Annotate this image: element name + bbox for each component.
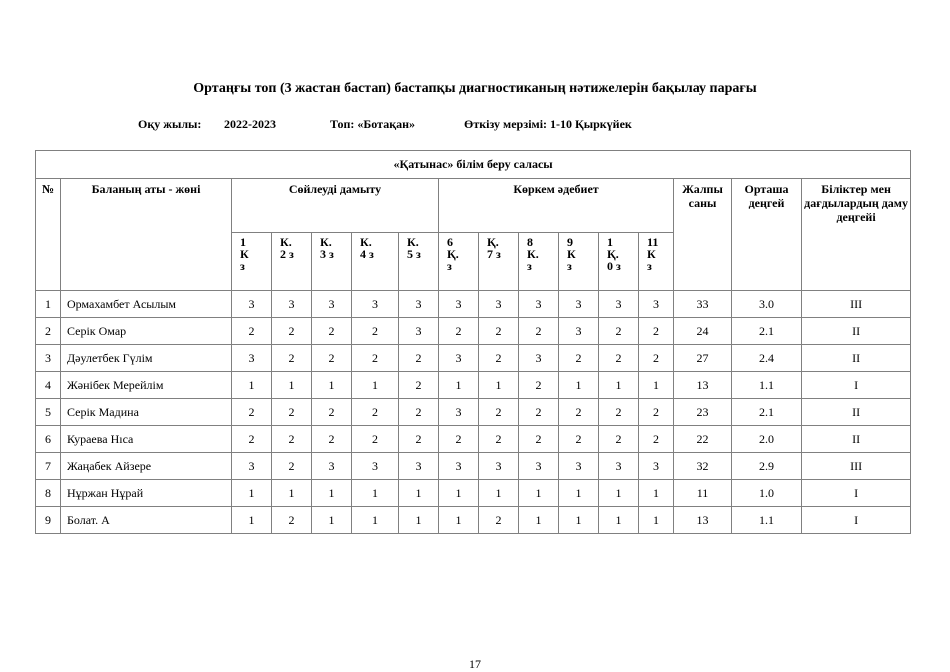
sub-code-header	[439, 233, 479, 291]
sub-code-label: 1 К з	[240, 235, 249, 273]
score-cell: 2	[519, 399, 559, 426]
score-cell: 1	[599, 372, 639, 399]
score-cell: 2	[272, 399, 312, 426]
year-label: Оқу жылы:	[138, 117, 202, 131]
period: Өткізу мерзімі: 1-10 Қыркүйек	[464, 117, 632, 131]
average-cell: 2.4	[732, 345, 802, 372]
score-cell: 1	[312, 372, 352, 399]
average-cell: 3.0	[732, 291, 802, 318]
score-cell: 3	[439, 291, 479, 318]
score-cell: 1	[232, 507, 272, 534]
row-number-cell: 1	[36, 291, 61, 318]
score-cell: 1	[599, 507, 639, 534]
sub-code-label: 1 Қ. 0 з	[607, 235, 621, 273]
score-cell: 1	[272, 372, 312, 399]
child-name-cell: Болат. А	[61, 507, 232, 534]
table-row	[36, 372, 911, 399]
score-cell: 3	[439, 345, 479, 372]
score-cell: 2	[479, 399, 519, 426]
child-name-cell: Серік Омар	[61, 318, 232, 345]
score-cell: 1	[232, 372, 272, 399]
col-speech-header: Сөйлеуді дамыту	[232, 179, 439, 233]
score-cell: 1	[559, 480, 599, 507]
child-name-cell: Жаңабек Айзере	[61, 453, 232, 480]
sub-code-header	[479, 233, 519, 291]
score-cell: 2	[232, 399, 272, 426]
child-name-cell: Нұржан Нұрай	[61, 480, 232, 507]
total-cell: 24	[674, 318, 732, 345]
score-cell: 2	[312, 399, 352, 426]
score-cell: 3	[312, 291, 352, 318]
average-cell: 1.0	[732, 480, 802, 507]
score-cell: 2	[312, 345, 352, 372]
score-cell: 1	[519, 480, 559, 507]
row-number-cell: 4	[36, 372, 61, 399]
table-row	[36, 453, 911, 480]
score-cell: 3	[439, 453, 479, 480]
col-name-header: Баланың аты - жөні	[61, 179, 232, 291]
average-cell: 1.1	[732, 372, 802, 399]
score-cell: 2	[599, 399, 639, 426]
table-row	[36, 399, 911, 426]
total-cell: 27	[674, 345, 732, 372]
score-cell: 1	[272, 480, 312, 507]
score-cell: 1	[439, 480, 479, 507]
score-cell: 1	[312, 507, 352, 534]
score-cell: 2	[559, 345, 599, 372]
col-level-header: Біліктер мен дағдылардың даму деңгейі	[802, 179, 911, 291]
score-cell: 1	[439, 507, 479, 534]
score-cell: 1	[232, 480, 272, 507]
score-cell: 2	[479, 318, 519, 345]
score-cell: 3	[272, 291, 312, 318]
total-cell: 32	[674, 453, 732, 480]
level-cell: III	[802, 453, 911, 480]
score-cell: 3	[232, 291, 272, 318]
score-cell: 2	[439, 426, 479, 453]
table-row	[36, 291, 911, 318]
row-number-cell: 9	[36, 507, 61, 534]
score-cell: 2	[599, 318, 639, 345]
score-cell: 3	[479, 291, 519, 318]
table-row	[36, 507, 911, 534]
sub-code-label: 9 К з	[567, 235, 576, 273]
score-cell: 2	[479, 345, 519, 372]
level-cell: I	[802, 372, 911, 399]
score-cell: 2	[232, 318, 272, 345]
score-cell: 2	[399, 372, 439, 399]
sub-code-header	[352, 233, 399, 291]
total-cell: 33	[674, 291, 732, 318]
sub-code-header	[272, 233, 312, 291]
score-cell: 2	[559, 426, 599, 453]
sub-code-label: Қ. 7 з	[487, 235, 501, 261]
sub-code-header	[519, 233, 559, 291]
score-cell: 2	[352, 318, 399, 345]
score-cell: 3	[352, 453, 399, 480]
col-num-header: №	[36, 179, 61, 291]
child-name-cell: Ормахамбет Асылым	[61, 291, 232, 318]
score-cell: 1	[479, 480, 519, 507]
child-name-cell: Жәнібек Мерейлім	[61, 372, 232, 399]
level-cell: I	[802, 480, 911, 507]
score-cell: 1	[399, 480, 439, 507]
level-cell: III	[802, 291, 911, 318]
score-cell: 2	[399, 345, 439, 372]
level-cell: II	[802, 426, 911, 453]
score-cell: 1	[559, 372, 599, 399]
score-cell: 1	[439, 372, 479, 399]
year-value: 2022-2023	[224, 117, 276, 131]
page-title: Ортаңғы топ (3 жастан бастап) бастапқы диагностиканың нәтижелерін бақылау парағы	[193, 81, 757, 96]
sub-code-label: 6 Қ. з	[447, 235, 459, 273]
col-total-header: Жалпы саны	[674, 179, 732, 291]
score-cell: 2	[399, 426, 439, 453]
score-cell: 2	[479, 507, 519, 534]
total-cell: 23	[674, 399, 732, 426]
sub-code-header	[599, 233, 639, 291]
sub-code-header	[639, 233, 674, 291]
area-header: «Қатынас» білім беру саласы	[36, 151, 911, 179]
table-row	[36, 480, 911, 507]
child-name-cell: Кураева Нıса	[61, 426, 232, 453]
table-row	[36, 426, 911, 453]
score-cell: 2	[599, 426, 639, 453]
score-cell: 3	[559, 453, 599, 480]
score-cell: 2	[399, 399, 439, 426]
level-cell: II	[802, 399, 911, 426]
score-cell: 1	[312, 480, 352, 507]
score-cell: 2	[312, 318, 352, 345]
sub-code-label: 11 К з	[647, 235, 659, 273]
score-cell: 2	[639, 426, 674, 453]
page-number: 17	[469, 657, 481, 671]
score-cell: 2	[519, 372, 559, 399]
score-cell: 3	[559, 291, 599, 318]
col-avg-header: Орташа деңгей	[732, 179, 802, 291]
sub-code-label: К. 3 з	[320, 235, 334, 261]
score-cell: 1	[639, 372, 674, 399]
score-cell: 2	[519, 318, 559, 345]
sub-code-header	[399, 233, 439, 291]
score-cell: 1	[559, 507, 599, 534]
score-cell: 1	[352, 480, 399, 507]
sub-code-header	[559, 233, 599, 291]
average-cell: 2.9	[732, 453, 802, 480]
results-table	[35, 150, 911, 534]
score-cell: 2	[599, 345, 639, 372]
score-cell: 1	[399, 507, 439, 534]
average-cell: 2.0	[732, 426, 802, 453]
score-cell: 3	[599, 291, 639, 318]
score-cell: 1	[639, 480, 674, 507]
score-cell: 3	[599, 453, 639, 480]
score-cell: 3	[399, 291, 439, 318]
average-cell: 2.1	[732, 399, 802, 426]
score-cell: 3	[639, 291, 674, 318]
sub-code-header	[312, 233, 352, 291]
row-number-cell: 7	[36, 453, 61, 480]
row-number-cell: 2	[36, 318, 61, 345]
child-name-cell: Дәулетбек Гүлім	[61, 345, 232, 372]
score-cell: 3	[399, 318, 439, 345]
score-cell: 1	[352, 372, 399, 399]
score-cell: 2	[352, 345, 399, 372]
group-name: Топ: «Ботақан»	[330, 117, 416, 131]
average-cell: 2.1	[732, 318, 802, 345]
score-cell: 1	[599, 480, 639, 507]
sub-code-label: 8 К. з	[527, 235, 539, 273]
level-cell: I	[802, 507, 911, 534]
score-cell: 3	[519, 291, 559, 318]
sub-code-label: К. 4 з	[360, 235, 374, 261]
child-name-cell: Серік Мадина	[61, 399, 232, 426]
score-cell: 2	[272, 426, 312, 453]
score-cell: 2	[639, 318, 674, 345]
score-cell: 2	[439, 318, 479, 345]
score-cell: 2	[352, 426, 399, 453]
score-cell: 3	[639, 453, 674, 480]
average-cell: 1.1	[732, 507, 802, 534]
score-cell: 2	[639, 399, 674, 426]
score-cell: 1	[519, 507, 559, 534]
score-cell: 3	[519, 345, 559, 372]
col-literature-header: Көркем әдебиет	[439, 179, 674, 233]
total-cell: 13	[674, 507, 732, 534]
score-cell: 2	[272, 507, 312, 534]
score-cell: 3	[232, 453, 272, 480]
table-row	[36, 318, 911, 345]
sub-code-label: К. 2 з	[280, 235, 294, 261]
row-number-cell: 8	[36, 480, 61, 507]
score-cell: 2	[272, 453, 312, 480]
score-cell: 3	[559, 318, 599, 345]
total-cell: 13	[674, 372, 732, 399]
row-number-cell: 6	[36, 426, 61, 453]
score-cell: 1	[639, 507, 674, 534]
score-cell: 2	[479, 426, 519, 453]
score-cell: 2	[232, 426, 272, 453]
table-row	[36, 345, 911, 372]
score-cell: 3	[232, 345, 272, 372]
score-cell: 3	[399, 453, 439, 480]
sub-code-label: К. 5 з	[407, 235, 421, 261]
total-cell: 11	[674, 480, 732, 507]
score-cell: 2	[519, 426, 559, 453]
score-cell: 2	[272, 345, 312, 372]
total-cell: 22	[674, 426, 732, 453]
score-cell: 2	[559, 399, 599, 426]
score-cell: 3	[312, 453, 352, 480]
score-cell: 1	[479, 372, 519, 399]
score-cell: 1	[352, 507, 399, 534]
score-cell: 2	[272, 318, 312, 345]
score-cell: 3	[439, 399, 479, 426]
score-cell: 2	[312, 426, 352, 453]
score-cell: 2	[639, 345, 674, 372]
row-number-cell: 5	[36, 399, 61, 426]
level-cell: II	[802, 345, 911, 372]
score-cell: 2	[352, 399, 399, 426]
score-cell: 3	[479, 453, 519, 480]
sub-code-header	[232, 233, 272, 291]
score-cell: 3	[352, 291, 399, 318]
row-number-cell: 3	[36, 345, 61, 372]
score-cell: 3	[519, 453, 559, 480]
level-cell: II	[802, 318, 911, 345]
